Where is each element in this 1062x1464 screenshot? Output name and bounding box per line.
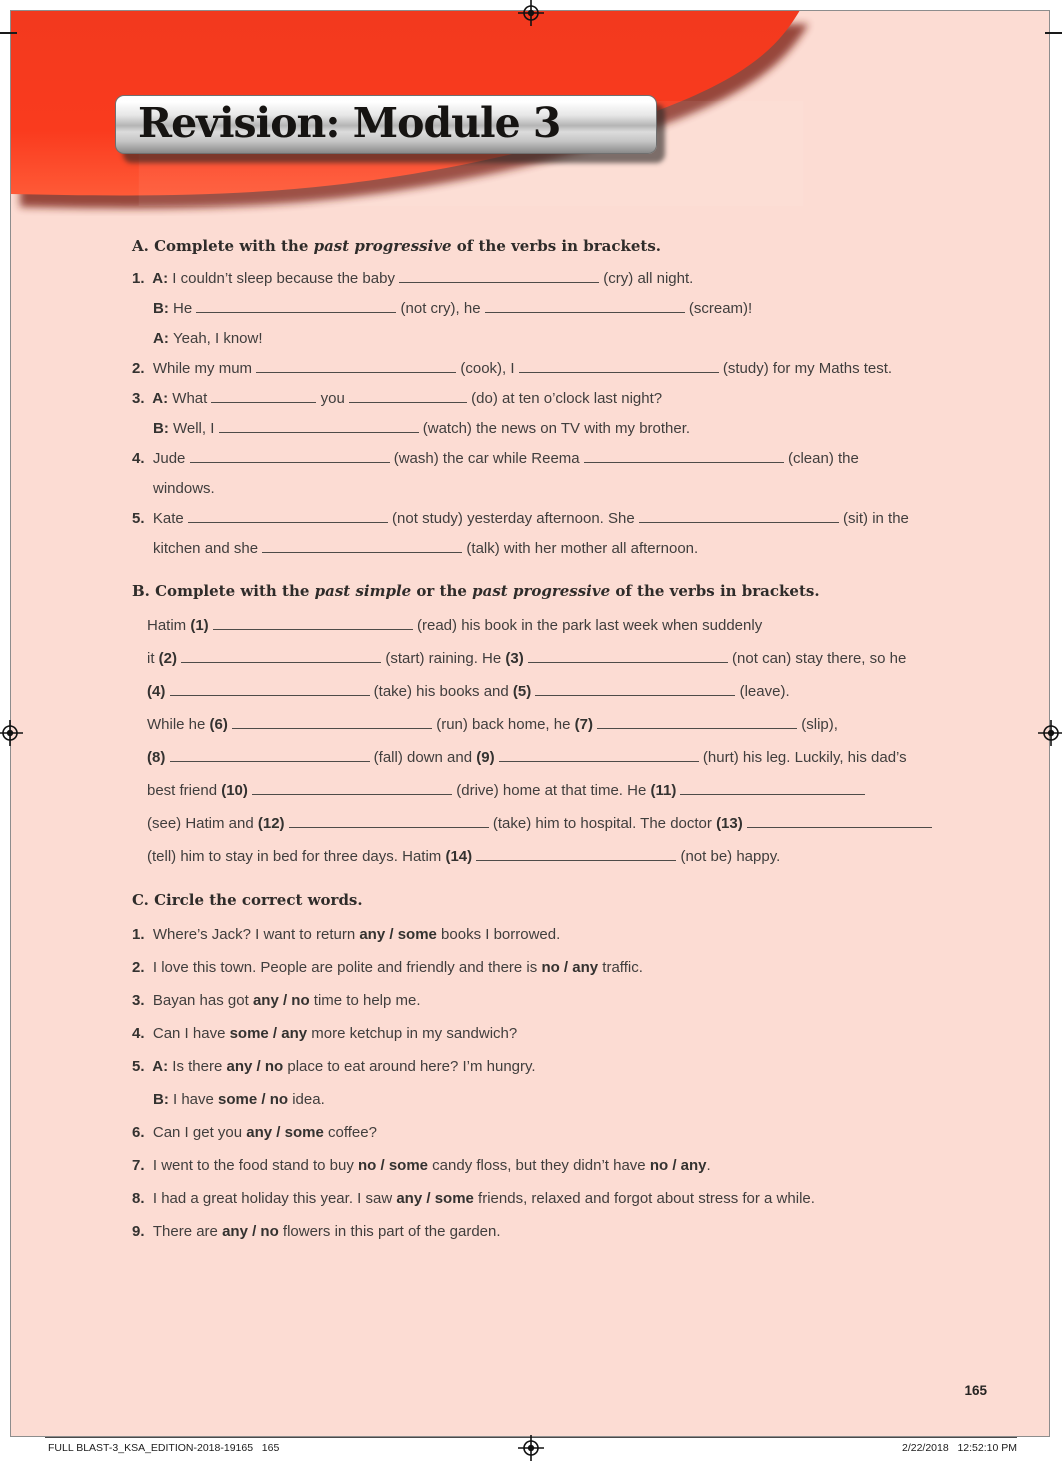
text: (see) Hatim and xyxy=(147,815,258,832)
text: (drive) home at that time. He xyxy=(452,782,651,799)
textbook-page xyxy=(10,10,1050,1437)
bold-text: (11) xyxy=(650,782,681,799)
text: Bayan has got xyxy=(152,992,253,1009)
bold-text: B: xyxy=(153,1091,173,1108)
exercise-line xyxy=(132,1182,954,1215)
answer-blank xyxy=(256,358,456,373)
text: more ketchup in my sandwich? xyxy=(307,1025,518,1042)
exercise-line xyxy=(132,774,954,807)
bold-text: (13) xyxy=(716,815,747,832)
exercise-line xyxy=(132,1215,954,1248)
text: (start) raining. He xyxy=(381,650,506,667)
answer-blank xyxy=(181,648,381,663)
registration-mark-left xyxy=(0,720,23,746)
exercise-line xyxy=(132,474,954,504)
text: you xyxy=(316,390,350,407)
heading-text: past progressive xyxy=(313,237,452,255)
bold-text: (4) xyxy=(147,683,170,700)
bold-text: any / no xyxy=(252,992,310,1009)
text: I love this town. People are polite and friendly and there is xyxy=(152,959,542,976)
bold-text: (6) xyxy=(209,716,233,733)
exercise-line xyxy=(132,1149,954,1182)
worksheet-content xyxy=(132,233,954,1262)
answer-blank xyxy=(499,747,699,762)
answer-blank xyxy=(485,298,685,313)
exercise-line xyxy=(132,324,954,354)
text: I couldn’t sleep because the baby xyxy=(172,270,400,287)
exercise-line xyxy=(132,1116,954,1149)
text: Where’s Jack? I want to return xyxy=(152,926,360,943)
answer-blank xyxy=(680,780,865,795)
registration-mark-top xyxy=(518,0,544,26)
exercise-line xyxy=(132,807,954,840)
registration-mark-right xyxy=(1038,720,1062,746)
bold-text: B: xyxy=(153,420,173,437)
section-a xyxy=(132,233,954,564)
bold-text: no / some xyxy=(358,1157,429,1174)
text: friends, relaxed and forgot about stress for a while. xyxy=(473,1190,815,1207)
text: place to eat around here? I’m hungry. xyxy=(283,1058,536,1075)
text: candy floss, but they didn’t have xyxy=(428,1157,650,1174)
answer-blank xyxy=(213,615,413,630)
exercise-line xyxy=(132,414,954,444)
answer-blank xyxy=(196,298,396,313)
bold-text: (5) xyxy=(512,683,536,700)
text: (not can) stay there, so he xyxy=(727,650,907,667)
text: flowers in this part of the garden. xyxy=(278,1223,501,1240)
text: kitchen and she xyxy=(153,540,263,557)
answer-blank xyxy=(476,846,676,861)
section-heading xyxy=(132,887,954,913)
text: I went to the food stand to buy xyxy=(152,1157,358,1174)
exercise-line xyxy=(132,741,954,774)
bold-text: (10) xyxy=(221,782,253,799)
text: idea. xyxy=(288,1091,325,1108)
text: (read) his book in the park last week when suddenly xyxy=(412,617,763,634)
bold-text: any / some xyxy=(359,926,437,943)
exercise-line xyxy=(132,675,954,708)
text: (talk) with her mother all afternoon. xyxy=(462,540,699,557)
text: (study) for my Maths test. xyxy=(718,360,893,377)
heading-text: of the verbs in brackets. xyxy=(451,237,661,255)
bold-text: 5. xyxy=(132,1058,153,1075)
text: time to help me. xyxy=(309,992,421,1009)
exercise-line xyxy=(132,534,954,564)
text: Jude xyxy=(152,450,190,467)
text: He xyxy=(173,300,197,317)
footer-timestamp: 2/22/2018 12:52:10 PM xyxy=(901,1442,1017,1454)
bold-text: 2. xyxy=(132,360,153,377)
exercise-line xyxy=(132,294,954,324)
bold-text: 7. xyxy=(132,1157,153,1174)
text: best friend xyxy=(147,782,222,799)
bold-text: 1. xyxy=(132,270,153,287)
answer-blank xyxy=(528,648,728,663)
crop-mark-top-left xyxy=(0,32,17,34)
text: I have xyxy=(173,1091,219,1108)
bold-text: (7) xyxy=(574,716,598,733)
text: (hurt) his leg. Luckily, his dad’s xyxy=(698,749,907,766)
bold-text: (14) xyxy=(445,848,477,865)
exercise-line xyxy=(132,642,954,675)
bold-text: 5. xyxy=(132,510,153,527)
bold-text: (8) xyxy=(147,749,170,766)
page-number: 165 xyxy=(964,1383,987,1398)
module-title-bar xyxy=(115,95,657,154)
exercise-line xyxy=(132,384,954,414)
text: (scream)! xyxy=(684,300,753,317)
text: (take) him to hospital. The doctor xyxy=(488,815,717,832)
bold-text: 3. xyxy=(132,992,153,1009)
bold-text: any / some xyxy=(246,1124,324,1141)
bold-text: (12) xyxy=(257,815,289,832)
text: There are xyxy=(152,1223,223,1240)
text: Well, I xyxy=(173,420,219,437)
bold-text: A: xyxy=(152,390,173,407)
bold-text: B: xyxy=(153,300,173,317)
exercise-line xyxy=(132,609,954,642)
bold-text: 1. xyxy=(132,926,153,943)
answer-blank xyxy=(219,418,419,433)
exercise-line xyxy=(132,984,954,1017)
text: (not cry), he xyxy=(396,300,485,317)
text: While he xyxy=(147,716,210,733)
answer-blank xyxy=(349,388,467,403)
bold-text: any / no xyxy=(222,1223,279,1240)
text: (cry) all night. xyxy=(599,270,694,287)
text: Is there xyxy=(172,1058,227,1075)
answer-blank xyxy=(211,388,316,403)
bold-text: (9) xyxy=(476,749,499,766)
bold-text: no / any xyxy=(649,1157,707,1174)
bold-text: 3. xyxy=(132,390,153,407)
text: Can I have xyxy=(152,1025,230,1042)
crop-mark-top-right xyxy=(1045,32,1062,34)
answer-blank xyxy=(190,448,390,463)
text: (run) back home, he xyxy=(432,716,575,733)
text: (slip), xyxy=(797,716,838,733)
bold-text: (2) xyxy=(158,650,182,667)
heading-text: of the verbs in brackets. xyxy=(610,582,820,600)
heading-text: past simple xyxy=(314,582,412,600)
text: windows. xyxy=(153,480,215,497)
bold-text: A: xyxy=(153,330,173,347)
text: While my mum xyxy=(152,360,257,377)
exercise-line xyxy=(132,708,954,741)
answer-blank xyxy=(519,358,719,373)
exercise-line xyxy=(132,1050,954,1083)
text: (clean) the xyxy=(783,450,859,467)
answer-blank xyxy=(252,780,452,795)
text: (sit) in the xyxy=(838,510,909,527)
exercise-line xyxy=(132,444,954,474)
text: I had a great holiday this year. I saw xyxy=(152,1190,397,1207)
bold-text: some / any xyxy=(229,1025,308,1042)
bold-text: (1) xyxy=(190,617,213,634)
registration-mark-bottom xyxy=(518,1435,544,1461)
text: Yeah, I know! xyxy=(173,330,263,347)
answer-blank xyxy=(262,538,462,553)
bold-text: 6. xyxy=(132,1124,153,1141)
section-heading xyxy=(132,233,954,259)
text: (do) at ten o’clock last night? xyxy=(467,390,663,407)
bold-text: any / some xyxy=(396,1190,474,1207)
exercise-line xyxy=(132,1017,954,1050)
heading-text: B. Complete with the xyxy=(132,582,315,600)
bold-text: no / any xyxy=(541,959,599,976)
answer-blank xyxy=(535,681,735,696)
text: (take) his books and xyxy=(369,683,513,700)
exercise-line xyxy=(132,504,954,534)
bold-text: 9. xyxy=(132,1223,153,1240)
text: traffic. xyxy=(598,959,643,976)
answer-blank xyxy=(584,448,784,463)
answer-blank xyxy=(170,747,370,762)
answer-blank xyxy=(399,268,599,283)
text: What xyxy=(172,390,212,407)
text: Hatim xyxy=(147,617,191,634)
section-b xyxy=(132,578,954,873)
answer-blank xyxy=(232,714,432,729)
answer-blank xyxy=(188,508,388,523)
text: it xyxy=(147,650,159,667)
bold-text: (3) xyxy=(505,650,528,667)
bold-text: some / no xyxy=(218,1091,289,1108)
section-heading xyxy=(132,578,954,604)
bold-text: any / no xyxy=(226,1058,284,1075)
bold-text: A: xyxy=(152,1058,173,1075)
bold-text: A: xyxy=(152,270,173,287)
text: (leave). xyxy=(735,683,790,700)
exercise-line xyxy=(132,354,954,384)
text: (wash) the car while Reema xyxy=(389,450,584,467)
exercise-line xyxy=(132,951,954,984)
answer-blank xyxy=(639,508,839,523)
answer-blank xyxy=(170,681,370,696)
text: (watch) the news on TV with my brother. xyxy=(418,420,691,437)
heading-text: C. Circle the correct words. xyxy=(132,891,363,909)
text: (cook), I xyxy=(456,360,519,377)
text: books I borrowed. xyxy=(436,926,561,943)
section-c xyxy=(132,887,954,1248)
heading-text: past progressive xyxy=(472,582,611,600)
text: Kate xyxy=(152,510,188,527)
exercise-line xyxy=(132,918,954,951)
answer-blank xyxy=(597,714,797,729)
answer-blank xyxy=(289,813,489,828)
answer-blank xyxy=(747,813,932,828)
text: coffee? xyxy=(323,1124,377,1141)
text: Can I get you xyxy=(152,1124,247,1141)
exercise-line xyxy=(132,264,954,294)
text: (not study) yesterday afternoon. She xyxy=(387,510,639,527)
heading-text: or the xyxy=(411,582,473,600)
text: (tell) him to stay in bed for three days. Hatim xyxy=(147,848,446,865)
exercise-line xyxy=(132,840,954,873)
heading-text: A. Complete with the xyxy=(132,237,314,255)
text: . xyxy=(706,1157,711,1174)
footer-filename: FULL BLAST-3_KSA_EDITION-2018-19165 165 xyxy=(48,1442,280,1454)
bold-text: 2. xyxy=(132,959,153,976)
bold-text: 4. xyxy=(132,450,153,467)
bold-text: 8. xyxy=(132,1190,153,1207)
page-title: Revision: Module 3 xyxy=(138,99,561,147)
text: (not be) happy. xyxy=(676,848,781,865)
exercise-line xyxy=(132,1083,954,1116)
bold-text: 4. xyxy=(132,1025,153,1042)
text: (fall) down and xyxy=(369,749,477,766)
